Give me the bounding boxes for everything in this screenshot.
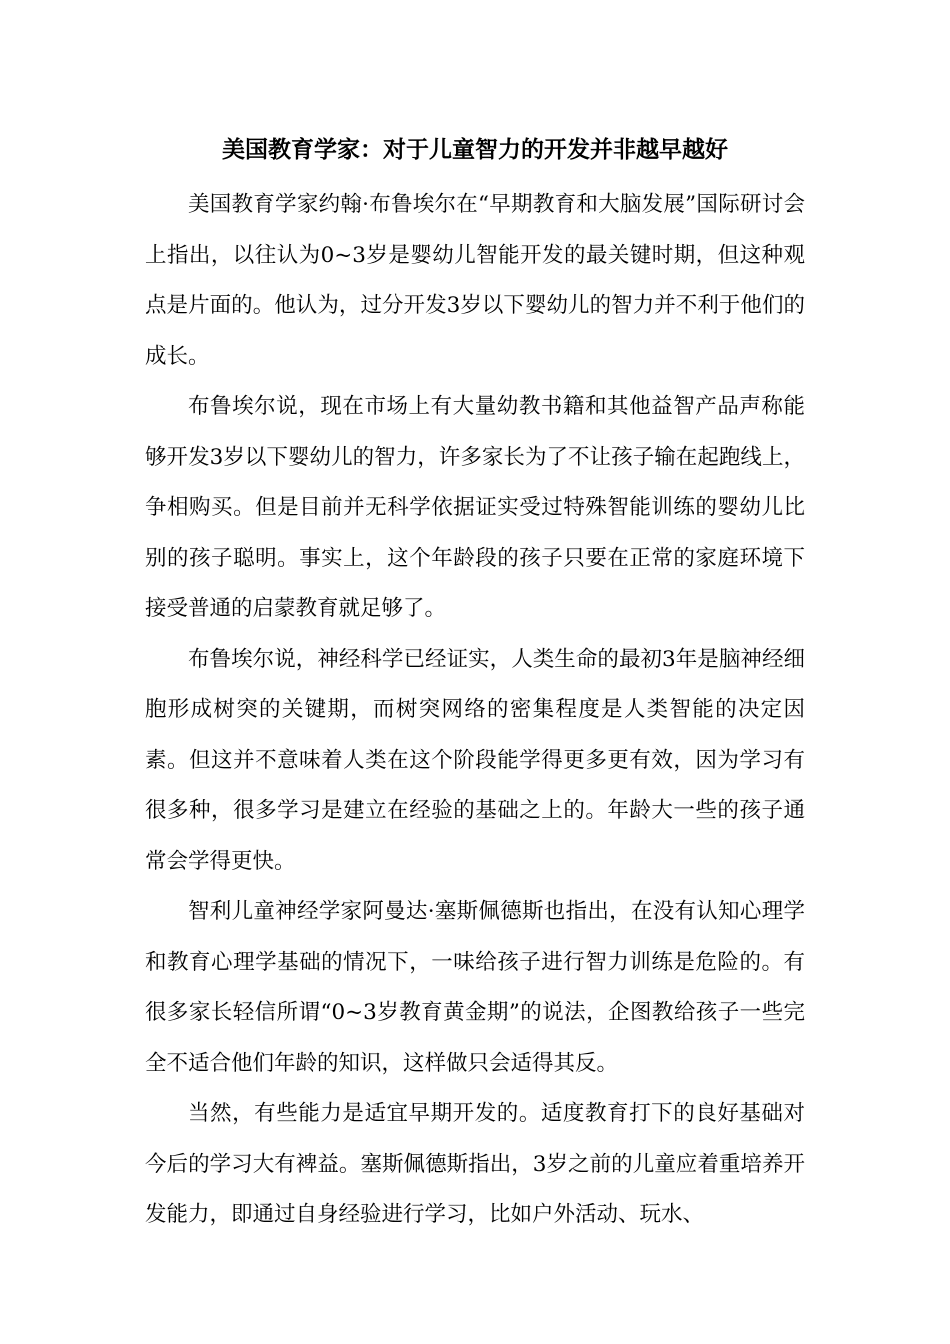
paragraph-1: 美国教育学家约翰·布鲁埃尔在“早期教育和大脑发展”国际研讨会上指出，以往认为0~3岁是婴幼儿智能开发的最关键时期，但这种观点是片面的。他认为，过分开发3岁以下婴幼儿的智力并不利于他们的成长。 <box>145 192 805 369</box>
paragraph-2: 布鲁埃尔说，现在市场上有大量幼教书籍和其他益智产品声称能够开发3岁以下婴幼儿的智力，许多家长为了不让孩子输在起跑线上，争相购买。但是目前并无科学依据证实受过特殊智能训练的婴幼儿比别的孩子聪明。事实上，这个年龄段的孩子只要在正常的家庭环境下接受普通的启蒙教育就足够了。 <box>145 394 805 621</box>
paragraph-5: 当然，有些能力是适宜早期开发的。适度教育打下的良好基础对今后的学习大有裨益。塞斯佩德斯指出，3岁之前的儿童应着重培养开发能力，即通过自身经验进行学习，比如户外活动、玩水、 <box>145 1101 805 1227</box>
document-title: 美国教育学家：对于儿童智力的开发并非越早越好 <box>222 136 728 163</box>
paragraph-4: 智利儿童神经学家阿曼达·塞斯佩德斯也指出，在没有认知心理学和教育心理学基础的情况下，一味给孩子进行智力训练是危险的。有很多家长轻信所谓“0~3岁教育黄金期”的说法，企图教给孩子一些完全不适合他们年龄的知识，这样做只会适得其反。 <box>145 899 805 1076</box>
paragraph-3: 布鲁埃尔说，神经科学已经证实，人类生命的最初3年是脑神经细胞形成树突的关键期，而树突网络的密集程度是人类智能的决定因素。但这并不意味着人类在这个阶段能学得更多更有效，因为学习有很多种，很多学习是建立在经验的基础之上的。年龄大一些的孩子通常会学得更快。 <box>145 646 805 874</box>
document-body <box>145 180 805 1241</box>
